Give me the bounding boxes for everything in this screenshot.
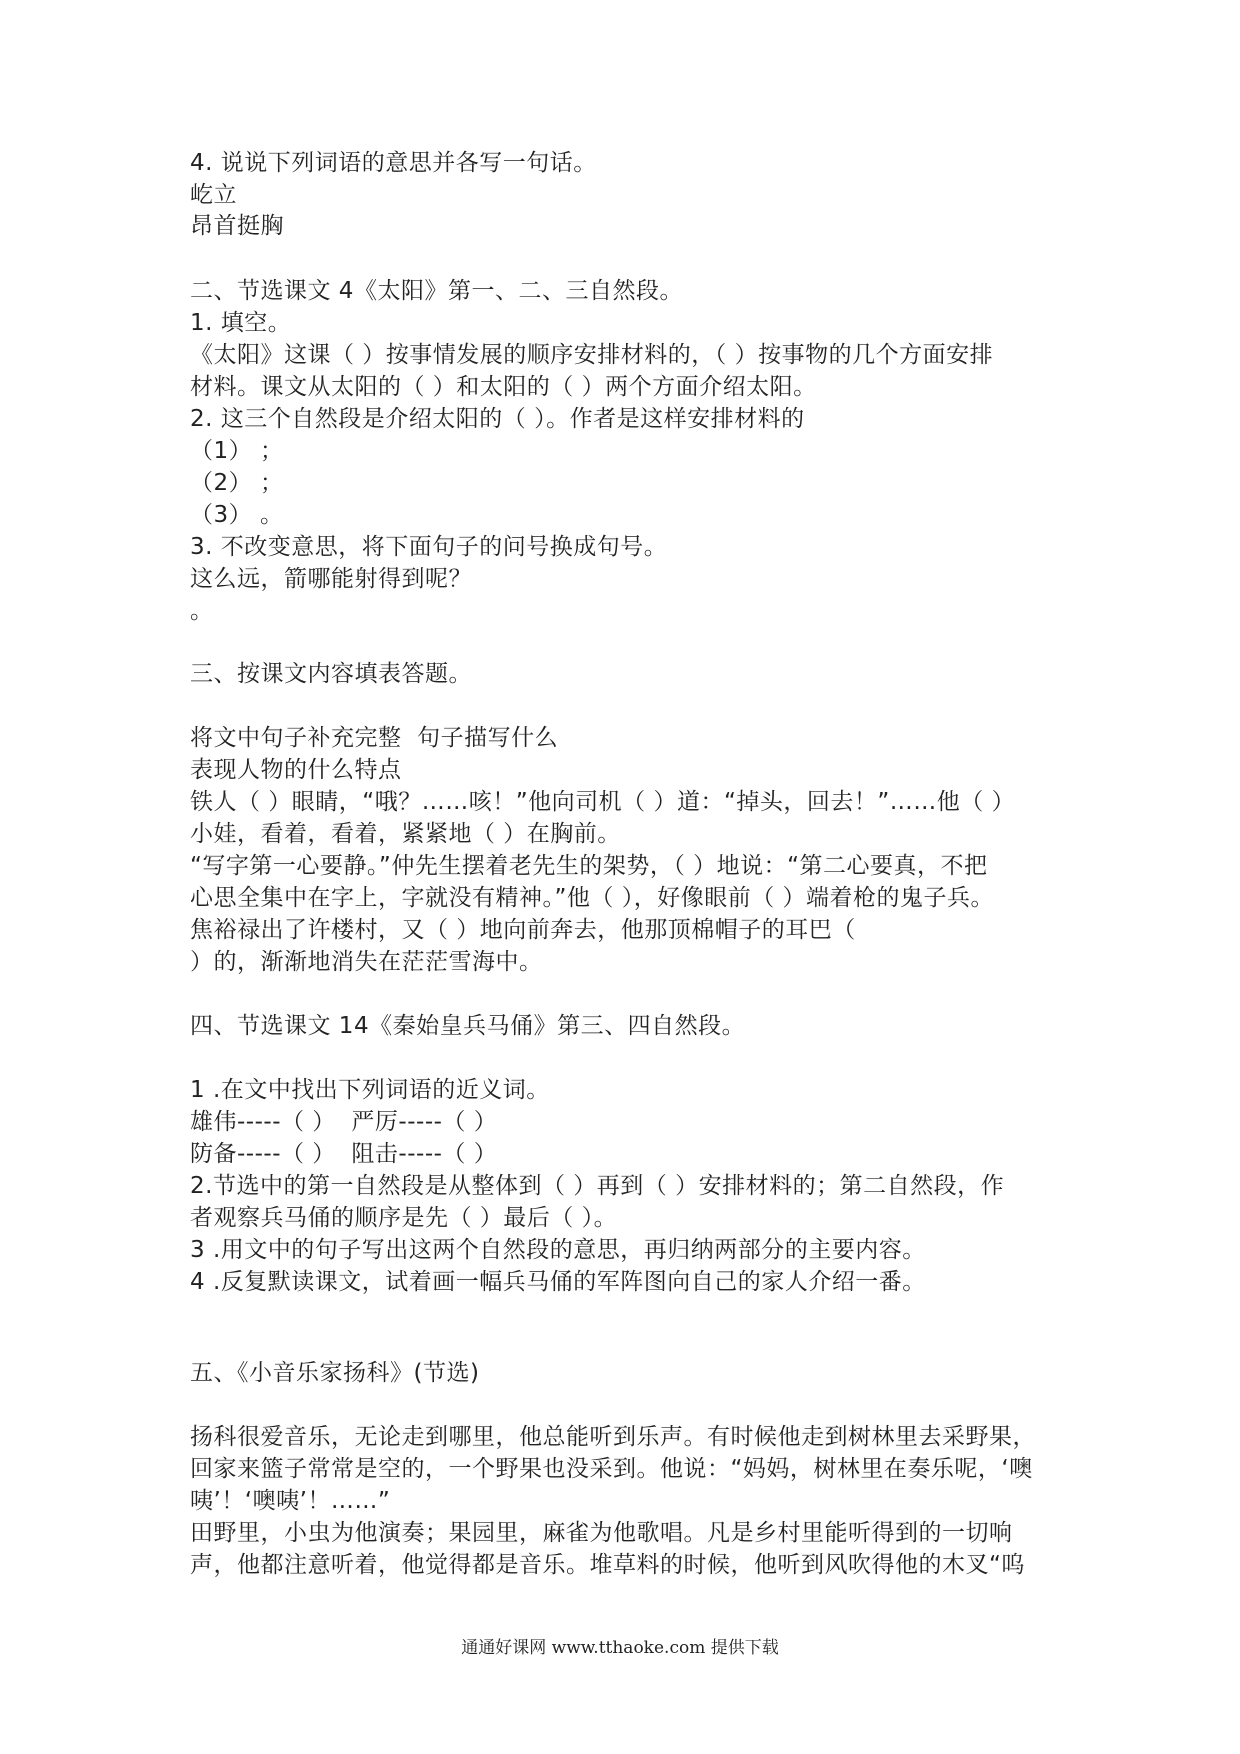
answer-line: （1） ；	[190, 438, 284, 464]
passage-line: 声，他都注意听着，他觉得都是音乐。堆草料的时候，他听到风吹得他的木叉“呜	[190, 1552, 1025, 1578]
answer-line: 。	[190, 598, 214, 624]
question-line: 4 .反复默读课文，试着画一幅兵马俑的军阵图向自己的家人介绍一番。	[190, 1269, 926, 1295]
question-line: 1 .在文中找出下列词语的近义词。	[190, 1077, 550, 1103]
word-item: 昂首挺胸	[190, 213, 284, 239]
question-line: 1. 填空。	[190, 310, 292, 336]
passage-line: 扬科很爱音乐，无论走到哪里，他总能听到乐声。有时候他走到树林里去采野果，	[190, 1424, 1036, 1450]
text-line: 《太阳》这课（ ）按事情发展的顺序安排材料的，（ ）按事物的几个方面安排	[190, 342, 994, 368]
text-line: 防备-----（ ） 阻击-----（ ）	[190, 1141, 498, 1167]
answer-line: （2） ；	[190, 470, 284, 496]
text-line: 这么远，箭哪能射得到呢？	[190, 566, 472, 592]
question-line: 3. 不改变意思，将下面句子的问号换成句号。	[190, 534, 668, 560]
section-3-heading: 三、按课文内容填表答题。	[190, 661, 472, 687]
text-line: 雄伟-----（ ） 严厉-----（ ）	[190, 1109, 498, 1135]
passage-line: 回家来篮子常常是空的，一个野果也没采到。他说：“妈妈，树林里在奏乐呢，‘噢	[190, 1456, 1033, 1482]
page-footer: 通通好课网 www.tthaoke.com 提供下载	[461, 1638, 779, 1658]
section-5-heading: 五、《小音乐家扬科》(节选)	[190, 1360, 480, 1386]
word-item: 屹立	[190, 182, 237, 208]
question-line: 2. 这三个自然段是介绍太阳的（ ）。作者是这样安排材料的	[190, 406, 805, 432]
text-line: 者观察兵马俑的顺序是先（ ）最后（ ）。	[190, 1205, 618, 1231]
text-line: 焦裕禄出了许楼村，又（ ）地向前奔去，他那顶棉帽子的耳巴（	[190, 917, 856, 943]
answer-line: （3） 。	[190, 502, 284, 528]
text-line: 小娃，看着，看着，紧紧地（ ）在胸前。	[190, 821, 621, 847]
text-line: 材料。课文从太阳的（ ）和太阳的（ ）两个方面介绍太阳。	[190, 374, 817, 400]
section-4-heading: 四、节选课文 14《秦始皇兵马俑》第三、四自然段。	[190, 1013, 746, 1039]
question-line: 2.节选中的第一自然段是从整体到（ ）再到（ ）安排材料的；第二自然段，作	[190, 1173, 1005, 1199]
text-line: “写字第一心要静。”仲先生摆着老先生的架势，（ ）地说：“第二心要真，不把	[190, 853, 988, 879]
passage-line: 田野里，小虫为他演奏；果园里，麻雀为他歌唱。凡是乡村里能听得到的一切响	[190, 1520, 1013, 1546]
table-header-line: 将文中句子补充完整 句子描写什么	[190, 725, 559, 751]
table-header-line: 表现人物的什么特点	[190, 757, 402, 783]
section-2-heading: 二、节选课文 4《太阳》第一、二、三自然段。	[190, 278, 683, 304]
question-4-heading: 4. 说说下列词语的意思并各写一句话。	[190, 150, 597, 176]
passage-line: 咦’！‘噢咦’！……”	[190, 1488, 391, 1514]
text-line: 铁人（ ）眼睛，“哦？……咳！”他向司机（ ）道：“掉头，回去！”……他（ ）	[190, 789, 1016, 815]
text-line: ）的，渐渐地消失在茫茫雪海中。	[190, 949, 543, 975]
text-line: 心思全集中在字上，字就没有精神。”他（ ），好像眼前（ ）端着枪的鬼子兵。	[190, 885, 995, 911]
question-line: 3 .用文中的句子写出这两个自然段的意思，再归纳两部分的主要内容。	[190, 1237, 926, 1263]
